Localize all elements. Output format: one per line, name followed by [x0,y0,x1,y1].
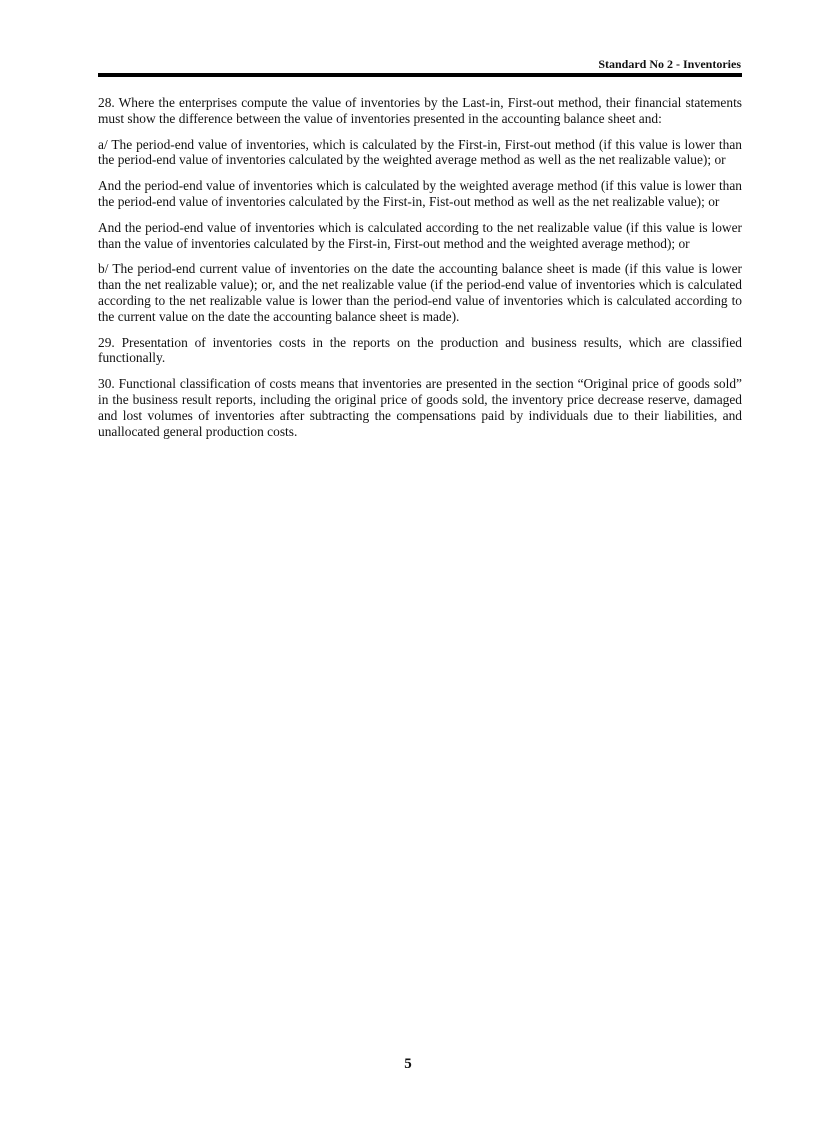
paragraph-28a: a/ The period-end value of inventories, which is calculated by the First-in, First-out method (if this value is lower than the period-end value of inventories calculated by the weighted average method as well as the net realizable value); or [98,136,742,168]
document-body [98,95,742,449]
header-title: Standard No 2 - Inventories [598,57,741,71]
paragraph-29: 29. Presentation of inventories costs in the reports on the production and business results, which are classified functionally. [98,334,742,366]
paragraph-28a-net-realizable: And the period-end value of inventories which is calculated according to the net realizable value (if this value is lower than the value of inventories calculated by the First-in, First-out method and the weighted average method); or [98,219,742,251]
paragraph-28b: b/ The period-end current value of inventories on the date the accounting balance sheet is made (if this value is lower than the net realizable value); or, and the net realizable value (if the period-end value of inventories which is calculated according to the net realizable value is lower than the period-end value of inventories which is calculated according to the current value on the date the accounting balance sheet is made). [98,261,742,324]
paragraph-30: 30. Functional classification of costs means that inventories are presented in the section “Original price of goods sold” in the business result reports, including the original price of goods sold, the inventory price decrease reserve, damaged and lost volumes of inventories after subtracting the compensations paid by individuals due to their liabilities, and unallocated general production costs. [98,376,742,439]
paragraph-28: 28. Where the enterprises compute the value of inventories by the Last-in, First-out method, their financial statements must show the difference between the value of inventories presented in the accounting balance sheet and: [98,95,742,126]
page-number: 5 [404,1056,412,1072]
header-rule [98,73,742,77]
paragraph-28a-weighted-average: And the period-end value of inventories which is calculated by the weighted average method (if this value is lower than the period-end value of inventories calculated by the First-in, Fist-out method as well as the net realizable value); or [98,178,742,209]
